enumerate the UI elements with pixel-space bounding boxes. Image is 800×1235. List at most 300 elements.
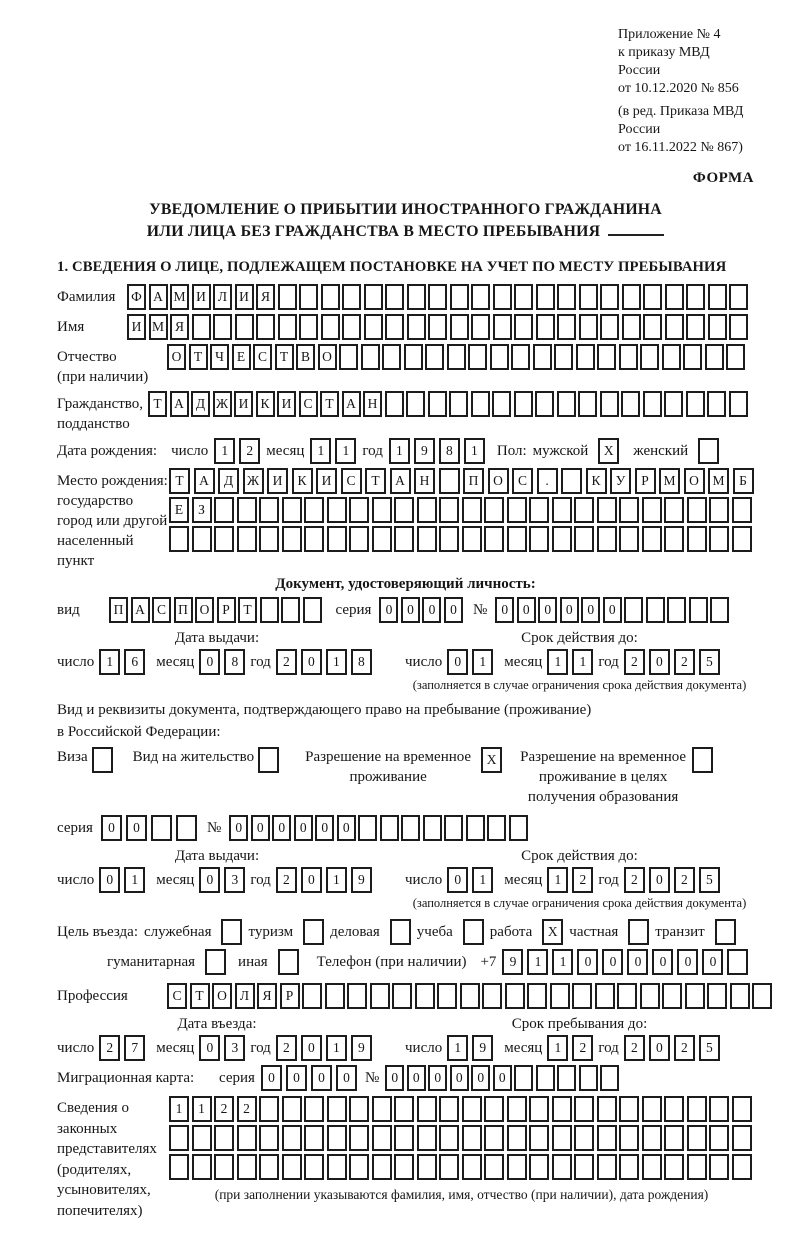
char-box[interactable]: Я	[257, 983, 277, 1009]
char-box[interactable]: М	[170, 284, 189, 310]
char-box[interactable]	[505, 983, 525, 1009]
char-box[interactable]	[407, 284, 426, 310]
char-box[interactable]	[259, 1096, 279, 1122]
char-box[interactable]	[529, 1125, 549, 1151]
char-box[interactable]	[450, 314, 469, 340]
char-box[interactable]	[417, 526, 437, 552]
char-box[interactable]	[529, 526, 549, 552]
char-box[interactable]	[342, 314, 361, 340]
char-box[interactable]: 1	[547, 1035, 568, 1061]
char-box[interactable]	[664, 1154, 684, 1180]
char-box[interactable]	[282, 526, 302, 552]
char-box[interactable]: О	[684, 468, 705, 494]
char-box[interactable]: З	[192, 497, 212, 523]
char-box[interactable]	[729, 284, 748, 310]
char-box[interactable]: 0	[101, 815, 122, 841]
char-box[interactable]: 2	[276, 867, 297, 893]
char-box[interactable]: А	[390, 468, 411, 494]
char-box[interactable]	[687, 1125, 707, 1151]
char-box[interactable]: 2	[674, 1035, 695, 1061]
char-box[interactable]	[709, 1096, 729, 1122]
char-box[interactable]	[536, 314, 555, 340]
char-box[interactable]	[382, 344, 401, 370]
char-box[interactable]	[321, 314, 340, 340]
char-box[interactable]: С	[341, 468, 362, 494]
char-box[interactable]	[372, 1154, 392, 1180]
char-box[interactable]: А	[131, 597, 150, 623]
char-box[interactable]	[664, 1096, 684, 1122]
char-box[interactable]: Р	[280, 983, 300, 1009]
char-box[interactable]: 0	[199, 1035, 220, 1061]
char-box[interactable]	[304, 526, 324, 552]
char-box[interactable]: Н	[414, 468, 435, 494]
char-box[interactable]: 0	[602, 949, 623, 975]
char-box[interactable]	[339, 344, 358, 370]
char-box[interactable]	[372, 497, 392, 523]
char-box[interactable]	[600, 391, 619, 417]
char-box[interactable]	[394, 1125, 414, 1151]
char-box[interactable]: 0	[199, 649, 220, 675]
char-box[interactable]: О	[195, 597, 214, 623]
char-box[interactable]: 0	[199, 867, 220, 893]
char-box[interactable]	[237, 526, 257, 552]
char-box[interactable]	[372, 1125, 392, 1151]
char-box[interactable]: 0	[649, 1035, 670, 1061]
char-box[interactable]: 1	[552, 949, 573, 975]
char-box[interactable]	[665, 284, 684, 310]
char-box[interactable]	[437, 983, 457, 1009]
char-box[interactable]	[364, 284, 383, 310]
char-box[interactable]	[259, 526, 279, 552]
char-box[interactable]	[597, 344, 616, 370]
char-box[interactable]	[394, 497, 414, 523]
char-box[interactable]: 1	[124, 867, 145, 893]
char-box[interactable]: А	[170, 391, 189, 417]
char-box[interactable]	[370, 983, 390, 1009]
char-box[interactable]: 0	[301, 649, 322, 675]
char-box[interactable]	[687, 497, 707, 523]
char-box[interactable]: Т	[238, 597, 257, 623]
char-box[interactable]	[428, 284, 447, 310]
char-box[interactable]: 6	[124, 649, 145, 675]
char-box[interactable]	[552, 1125, 572, 1151]
char-box[interactable]: М	[659, 468, 680, 494]
char-box[interactable]: Ф	[127, 284, 146, 310]
char-box[interactable]: 2	[674, 867, 695, 893]
char-box[interactable]	[664, 391, 683, 417]
char-box[interactable]: В	[296, 344, 315, 370]
char-box[interactable]: Т	[190, 983, 210, 1009]
char-box[interactable]: 8	[351, 649, 372, 675]
char-box[interactable]	[595, 983, 615, 1009]
char-box[interactable]: Е	[232, 344, 251, 370]
char-box[interactable]	[358, 815, 377, 841]
char-box[interactable]	[617, 983, 637, 1009]
char-box[interactable]	[214, 497, 234, 523]
char-box[interactable]	[439, 497, 459, 523]
char-box[interactable]: 1	[464, 438, 485, 464]
char-box[interactable]: Т	[365, 468, 386, 494]
char-box[interactable]	[415, 983, 435, 1009]
purpose-private-checkbox[interactable]	[628, 919, 649, 945]
char-box[interactable]: 2	[239, 438, 260, 464]
char-box[interactable]: 0	[538, 597, 557, 623]
char-box[interactable]	[439, 526, 459, 552]
char-box[interactable]	[643, 284, 662, 310]
char-box[interactable]: А	[149, 284, 168, 310]
char-box[interactable]: Т	[169, 468, 190, 494]
char-box[interactable]	[708, 284, 727, 310]
char-box[interactable]	[304, 1125, 324, 1151]
char-box[interactable]	[407, 314, 426, 340]
char-box[interactable]: 0	[337, 815, 356, 841]
char-box[interactable]	[689, 597, 708, 623]
char-box[interactable]	[535, 391, 554, 417]
char-box[interactable]	[349, 1096, 369, 1122]
char-box[interactable]: 1	[547, 649, 568, 675]
char-box[interactable]: И	[234, 391, 253, 417]
char-box[interactable]	[349, 497, 369, 523]
char-box[interactable]	[507, 1096, 527, 1122]
char-box[interactable]: П	[174, 597, 193, 623]
char-box[interactable]	[686, 314, 705, 340]
char-box[interactable]: А	[194, 468, 215, 494]
char-box[interactable]: 0	[517, 597, 536, 623]
char-box[interactable]	[707, 983, 727, 1009]
char-box[interactable]	[487, 815, 506, 841]
char-box[interactable]: 3	[224, 867, 245, 893]
char-box[interactable]: 1	[547, 867, 568, 893]
char-box[interactable]	[439, 1154, 459, 1180]
char-box[interactable]	[533, 344, 552, 370]
char-box[interactable]	[576, 344, 595, 370]
char-box[interactable]	[643, 391, 662, 417]
char-box[interactable]	[394, 526, 414, 552]
char-box[interactable]	[529, 1154, 549, 1180]
char-box[interactable]: О	[167, 344, 186, 370]
char-box[interactable]	[514, 284, 533, 310]
char-box[interactable]: 0	[702, 949, 723, 975]
char-box[interactable]: 1	[326, 1035, 347, 1061]
char-box[interactable]	[729, 391, 748, 417]
char-box[interactable]: О	[318, 344, 337, 370]
char-box[interactable]	[282, 1096, 302, 1122]
char-box[interactable]	[552, 1096, 572, 1122]
char-box[interactable]: 0	[560, 597, 579, 623]
char-box[interactable]	[259, 1154, 279, 1180]
char-box[interactable]	[619, 1154, 639, 1180]
char-box[interactable]	[237, 1125, 257, 1151]
char-box[interactable]: П	[463, 468, 484, 494]
char-box[interactable]: С	[167, 983, 187, 1009]
char-box[interactable]	[447, 344, 466, 370]
char-box[interactable]	[686, 284, 705, 310]
char-box[interactable]	[730, 983, 750, 1009]
char-box[interactable]	[597, 1096, 617, 1122]
char-box[interactable]	[428, 314, 447, 340]
char-box[interactable]	[642, 1154, 662, 1180]
char-box[interactable]: 0	[471, 1065, 490, 1091]
char-box[interactable]: 7	[124, 1035, 145, 1061]
char-box[interactable]: Ч	[210, 344, 229, 370]
char-box[interactable]	[394, 1096, 414, 1122]
char-box[interactable]	[417, 1154, 437, 1180]
char-box[interactable]	[380, 815, 399, 841]
char-box[interactable]	[439, 1096, 459, 1122]
char-box[interactable]	[282, 1154, 302, 1180]
char-box[interactable]	[726, 344, 745, 370]
char-box[interactable]	[600, 1065, 619, 1091]
char-box[interactable]: 1	[447, 1035, 468, 1061]
char-box[interactable]	[664, 526, 684, 552]
char-box[interactable]	[304, 497, 324, 523]
char-box[interactable]: 0	[577, 949, 598, 975]
char-box[interactable]	[597, 1154, 617, 1180]
char-box[interactable]: 0	[495, 597, 514, 623]
char-box[interactable]: 0	[301, 867, 322, 893]
temp-residence-education-checkbox[interactable]	[692, 747, 713, 773]
char-box[interactable]	[624, 597, 643, 623]
char-box[interactable]	[425, 344, 444, 370]
char-box[interactable]: Т	[148, 391, 167, 417]
char-box[interactable]	[687, 1154, 707, 1180]
char-box[interactable]: И	[192, 284, 211, 310]
char-box[interactable]: 0	[407, 1065, 426, 1091]
char-box[interactable]	[468, 344, 487, 370]
char-box[interactable]	[237, 1154, 257, 1180]
char-box[interactable]	[349, 1125, 369, 1151]
char-box[interactable]	[552, 1154, 572, 1180]
char-box[interactable]	[304, 1096, 324, 1122]
char-box[interactable]	[574, 1096, 594, 1122]
char-box[interactable]	[466, 815, 485, 841]
char-box[interactable]	[662, 344, 681, 370]
char-box[interactable]	[554, 344, 573, 370]
char-box[interactable]	[642, 526, 662, 552]
char-box[interactable]	[281, 597, 300, 623]
char-box[interactable]: 0	[603, 597, 622, 623]
char-box[interactable]: 2	[624, 867, 645, 893]
char-box[interactable]	[732, 526, 752, 552]
char-box[interactable]	[361, 344, 380, 370]
char-box[interactable]	[579, 284, 598, 310]
residence-permit-checkbox[interactable]	[258, 747, 279, 773]
char-box[interactable]	[237, 497, 257, 523]
char-box[interactable]	[664, 1125, 684, 1151]
char-box[interactable]: 1	[192, 1096, 212, 1122]
char-box[interactable]	[709, 1154, 729, 1180]
char-box[interactable]	[597, 1125, 617, 1151]
char-box[interactable]	[327, 1096, 347, 1122]
char-box[interactable]	[527, 983, 547, 1009]
char-box[interactable]	[385, 391, 404, 417]
char-box[interactable]: Д	[218, 468, 239, 494]
char-box[interactable]: Я	[256, 284, 275, 310]
char-box[interactable]: 0	[385, 1065, 404, 1091]
char-box[interactable]	[646, 597, 665, 623]
char-box[interactable]	[462, 1125, 482, 1151]
char-box[interactable]	[214, 526, 234, 552]
char-box[interactable]: 0	[126, 815, 147, 841]
char-box[interactable]	[299, 314, 318, 340]
char-box[interactable]	[557, 1065, 576, 1091]
char-box[interactable]	[619, 344, 638, 370]
char-box[interactable]: О	[212, 983, 232, 1009]
char-box[interactable]	[509, 815, 528, 841]
char-box[interactable]: 0	[301, 1035, 322, 1061]
char-box[interactable]: И	[235, 284, 254, 310]
char-box[interactable]: 3	[224, 1035, 245, 1061]
char-box[interactable]	[462, 1096, 482, 1122]
char-box[interactable]	[732, 1125, 752, 1151]
char-box[interactable]	[471, 314, 490, 340]
char-box[interactable]	[278, 284, 297, 310]
char-box[interactable]	[471, 391, 490, 417]
char-box[interactable]	[484, 1125, 504, 1151]
char-box[interactable]: 1	[472, 649, 493, 675]
char-box[interactable]	[423, 815, 442, 841]
char-box[interactable]	[732, 497, 752, 523]
char-box[interactable]	[349, 1154, 369, 1180]
char-box[interactable]: Л	[213, 284, 232, 310]
char-box[interactable]	[529, 1096, 549, 1122]
char-box[interactable]	[683, 344, 702, 370]
char-box[interactable]: 2	[276, 1035, 297, 1061]
char-box[interactable]	[325, 983, 345, 1009]
char-box[interactable]	[597, 526, 617, 552]
char-box[interactable]	[709, 497, 729, 523]
char-box[interactable]: Д	[191, 391, 210, 417]
char-box[interactable]	[622, 314, 641, 340]
char-box[interactable]	[169, 1154, 189, 1180]
char-box[interactable]	[347, 983, 367, 1009]
char-box[interactable]: 1	[527, 949, 548, 975]
char-box[interactable]	[732, 1096, 752, 1122]
char-box[interactable]	[439, 1125, 459, 1151]
char-box[interactable]	[151, 815, 172, 841]
char-box[interactable]: 1	[326, 649, 347, 675]
char-box[interactable]: 8	[439, 438, 460, 464]
char-box[interactable]	[709, 1125, 729, 1151]
char-box[interactable]	[417, 1125, 437, 1151]
char-box[interactable]	[705, 344, 724, 370]
char-box[interactable]: М	[708, 468, 729, 494]
char-box[interactable]: 0	[447, 649, 468, 675]
char-box[interactable]	[214, 1125, 234, 1151]
char-box[interactable]: У	[610, 468, 631, 494]
char-box[interactable]: 0	[450, 1065, 469, 1091]
char-box[interactable]: 1	[335, 438, 356, 464]
char-box[interactable]	[664, 497, 684, 523]
char-box[interactable]: 0	[261, 1065, 282, 1091]
char-box[interactable]	[192, 1154, 212, 1180]
char-box[interactable]	[401, 815, 420, 841]
char-box[interactable]	[707, 391, 726, 417]
char-box[interactable]	[259, 1125, 279, 1151]
char-box[interactable]: 1	[572, 649, 593, 675]
char-box[interactable]: 0	[379, 597, 398, 623]
char-box[interactable]	[213, 314, 232, 340]
purpose-official-checkbox[interactable]	[221, 919, 242, 945]
char-box[interactable]	[752, 983, 772, 1009]
char-box[interactable]: .	[537, 468, 558, 494]
char-box[interactable]: 0	[493, 1065, 512, 1091]
char-box[interactable]	[729, 314, 748, 340]
char-box[interactable]: 2	[237, 1096, 257, 1122]
char-box[interactable]	[579, 1065, 598, 1091]
char-box[interactable]	[278, 314, 297, 340]
char-box[interactable]: 2	[624, 649, 645, 675]
char-box[interactable]	[727, 949, 748, 975]
char-box[interactable]	[484, 497, 504, 523]
char-box[interactable]	[667, 597, 686, 623]
char-box[interactable]	[372, 526, 392, 552]
char-box[interactable]	[597, 497, 617, 523]
char-box[interactable]	[557, 314, 576, 340]
char-box[interactable]: 0	[315, 815, 334, 841]
char-box[interactable]: Е	[169, 497, 189, 523]
char-box[interactable]	[484, 526, 504, 552]
char-box[interactable]: С	[152, 597, 171, 623]
char-box[interactable]	[709, 526, 729, 552]
char-box[interactable]	[282, 1125, 302, 1151]
char-box[interactable]	[514, 1065, 533, 1091]
char-box[interactable]	[619, 1125, 639, 1151]
char-box[interactable]: 0	[627, 949, 648, 975]
char-box[interactable]	[619, 497, 639, 523]
char-box[interactable]: К	[586, 468, 607, 494]
char-box[interactable]: Т	[320, 391, 339, 417]
char-box[interactable]: 1	[169, 1096, 189, 1122]
char-box[interactable]: 2	[674, 649, 695, 675]
char-box[interactable]	[327, 526, 347, 552]
char-box[interactable]	[392, 983, 412, 1009]
char-box[interactable]	[550, 983, 570, 1009]
char-box[interactable]: 1	[310, 438, 331, 464]
char-box[interactable]	[514, 314, 533, 340]
char-box[interactable]: 0	[311, 1065, 332, 1091]
char-box[interactable]: 1	[389, 438, 410, 464]
char-box[interactable]	[732, 1154, 752, 1180]
char-box[interactable]	[710, 597, 729, 623]
char-box[interactable]: Т	[189, 344, 208, 370]
char-box[interactable]	[507, 526, 527, 552]
char-box[interactable]: 0	[444, 597, 463, 623]
char-box[interactable]: 0	[336, 1065, 357, 1091]
char-box[interactable]: И	[277, 391, 296, 417]
char-box[interactable]	[342, 284, 361, 310]
char-box[interactable]: 0	[272, 815, 291, 841]
char-box[interactable]	[507, 497, 527, 523]
char-box[interactable]: 0	[286, 1065, 307, 1091]
char-box[interactable]	[404, 344, 423, 370]
char-box[interactable]: 0	[652, 949, 673, 975]
char-box[interactable]	[662, 983, 682, 1009]
char-box[interactable]	[450, 284, 469, 310]
char-box[interactable]	[176, 815, 197, 841]
char-box[interactable]	[417, 497, 437, 523]
char-box[interactable]	[619, 526, 639, 552]
char-box[interactable]: 0	[677, 949, 698, 975]
char-box[interactable]	[302, 983, 322, 1009]
char-box[interactable]	[642, 1096, 662, 1122]
char-box[interactable]: С	[253, 344, 272, 370]
char-box[interactable]	[385, 284, 404, 310]
purpose-tourism-checkbox[interactable]	[303, 919, 324, 945]
char-box[interactable]	[687, 1096, 707, 1122]
char-box[interactable]	[490, 344, 509, 370]
char-box[interactable]	[574, 1125, 594, 1151]
